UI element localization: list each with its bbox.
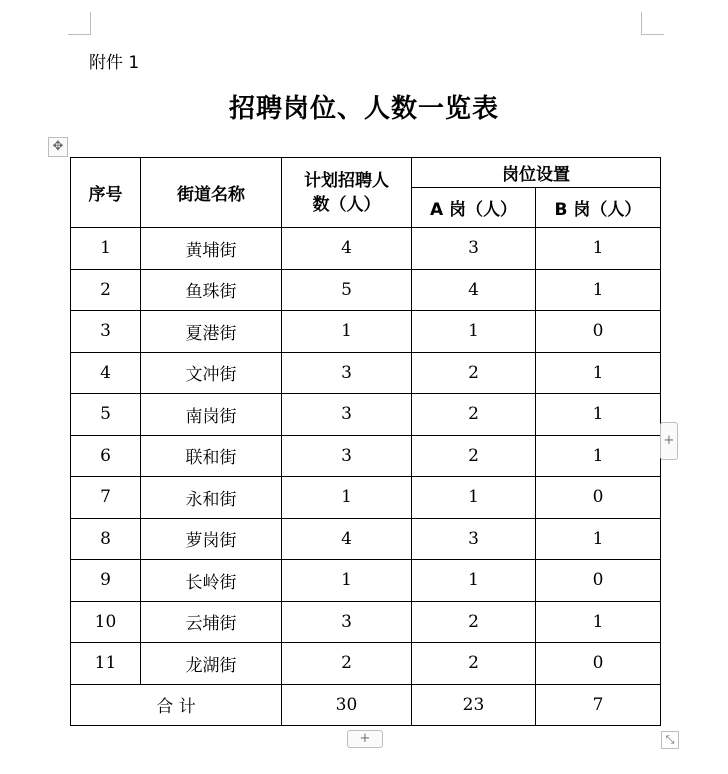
b-post-count: 1 [536, 269, 661, 311]
header-a-post: A 岗（人） [412, 188, 536, 228]
a-post-count: 2 [412, 435, 536, 477]
total-b-post: 7 [536, 684, 661, 725]
row-index: 4 [71, 352, 141, 394]
a-post-count: 2 [412, 643, 536, 685]
plus-icon[interactable]: + [660, 422, 678, 460]
recruitment-table [70, 157, 661, 726]
table-row [71, 269, 661, 311]
document-title: 招聘岗位、人数一览表 [228, 94, 499, 124]
table-row [71, 228, 661, 270]
row-index: 3 [71, 311, 141, 353]
page-corner-mark-top-left [68, 12, 91, 35]
a-post-count: 1 [412, 560, 536, 602]
table-row [71, 560, 661, 602]
row-index: 8 [71, 518, 141, 560]
planned-count: 4 [282, 518, 412, 560]
table-row [71, 601, 661, 643]
a-post-count: 3 [412, 228, 536, 270]
header-index: 序号 [71, 158, 141, 228]
b-post-count: 1 [536, 435, 661, 477]
street-name: 云埔街 [141, 601, 282, 643]
planned-count: 3 [282, 394, 412, 436]
street-name: 龙湖街 [141, 643, 282, 685]
b-post-count: 1 [536, 228, 661, 270]
row-index: 2 [71, 269, 141, 311]
planned-count: 1 [282, 560, 412, 602]
header-street-name: 街道名称 [141, 158, 282, 228]
total-a-post: 23 [412, 684, 536, 725]
row-index: 9 [71, 560, 141, 602]
row-index: 10 [71, 601, 141, 643]
attachment-label: 附件 1 [89, 53, 140, 73]
street-name: 黄埔街 [141, 228, 282, 270]
table-row [71, 352, 661, 394]
total-planned: 30 [282, 684, 412, 725]
a-post-count: 2 [412, 601, 536, 643]
page-corner-mark-top-right [641, 12, 664, 35]
header-position-setup: 岗位设置 [412, 158, 661, 188]
move-arrows-icon[interactable]: ✥ [48, 137, 68, 157]
street-name: 夏港街 [141, 311, 282, 353]
a-post-count: 1 [412, 477, 536, 519]
street-name: 鱼珠街 [141, 269, 282, 311]
b-post-count: 0 [536, 560, 661, 602]
total-label: 合 计 [71, 684, 282, 725]
b-post-count: 0 [536, 477, 661, 519]
row-index: 5 [71, 394, 141, 436]
diagonal-resize-icon[interactable]: ⤡ [661, 731, 679, 749]
table-row [71, 311, 661, 353]
street-name: 长岭街 [141, 560, 282, 602]
street-name: 联和街 [141, 435, 282, 477]
planned-count: 2 [282, 643, 412, 685]
street-name: 永和街 [141, 477, 282, 519]
header-planned-count: 计划招聘人数（人） [282, 158, 412, 228]
header-b-post: B 岗（人） [536, 188, 661, 228]
planned-count: 5 [282, 269, 412, 311]
planned-count: 3 [282, 435, 412, 477]
street-name: 萝岗街 [141, 518, 282, 560]
a-post-count: 2 [412, 352, 536, 394]
table-row [71, 643, 661, 685]
a-post-count: 1 [412, 311, 536, 353]
table-row [71, 435, 661, 477]
b-post-count: 1 [536, 352, 661, 394]
b-post-count: 1 [536, 601, 661, 643]
plus-icon[interactable]: + [347, 730, 383, 748]
planned-count: 1 [282, 311, 412, 353]
b-post-count: 1 [536, 394, 661, 436]
row-index: 6 [71, 435, 141, 477]
a-post-count: 3 [412, 518, 536, 560]
b-post-count: 0 [536, 643, 661, 685]
planned-count: 3 [282, 352, 412, 394]
table-row [71, 394, 661, 436]
planned-count: 1 [282, 477, 412, 519]
planned-count: 4 [282, 228, 412, 270]
total-row [71, 684, 661, 725]
b-post-count: 0 [536, 311, 661, 353]
street-name: 南岗街 [141, 394, 282, 436]
table-row [71, 477, 661, 519]
a-post-count: 4 [412, 269, 536, 311]
row-index: 1 [71, 228, 141, 270]
a-post-count: 2 [412, 394, 536, 436]
table-row [71, 518, 661, 560]
b-post-count: 1 [536, 518, 661, 560]
row-index: 7 [71, 477, 141, 519]
street-name: 文冲街 [141, 352, 282, 394]
row-index: 11 [71, 643, 141, 685]
planned-count: 3 [282, 601, 412, 643]
